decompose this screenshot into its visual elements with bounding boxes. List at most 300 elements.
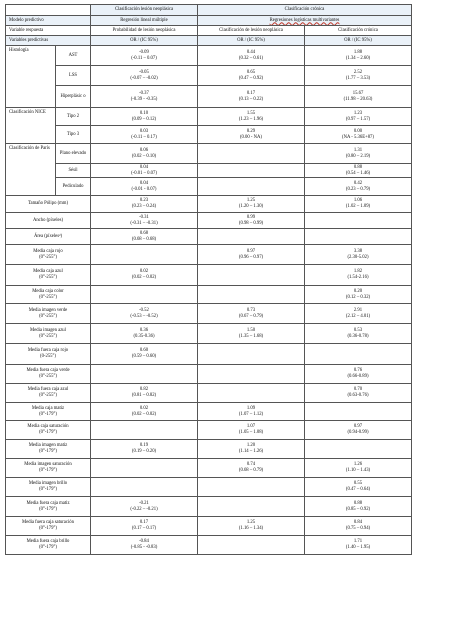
linear-coef-cell-value: -0.52: [139, 307, 149, 313]
neoplasic-or-cell-interval: (0.68 – 0.79): [238, 468, 264, 473]
neoplasic-or-cell: [198, 365, 305, 384]
table-row: [6, 517, 412, 536]
linear-coef-cell-interval: (-0.01 – 0.07): [131, 170, 157, 176]
table-row: [6, 86, 412, 108]
table-row: [6, 478, 412, 497]
neoplasic-or-cell: [198, 66, 305, 86]
table-row: [6, 536, 412, 555]
neoplasic-or-cell-interval: (1.05 – 1.08): [238, 430, 264, 435]
chronic-or-cell-value: 0.42: [353, 180, 363, 186]
neoplasic-or-cell-value: 0.97: [246, 248, 256, 254]
chronic-or-cell: [305, 178, 412, 196]
variable-name: Media fuera caja brillo: [26, 539, 70, 545]
variable-range: (0°-255°): [39, 393, 57, 398]
linear-coef-cell-interval: (-0.07 – -0.02): [130, 75, 158, 81]
header-or-neoplasic: OR / (IC 95%): [198, 36, 305, 46]
table-row: [6, 421, 412, 440]
variable-label: [6, 344, 91, 365]
chronic-or-cell-value: 0.88: [353, 164, 363, 170]
linear-coef-cell: [91, 517, 198, 536]
variable-name: Media fuera caja azul: [27, 387, 69, 393]
chronic-or-cell-interval: (11.98 – 20.63): [343, 96, 373, 102]
chronic-or-cell: [305, 245, 412, 265]
neoplasic-or-cell: [198, 245, 305, 265]
chronic-or-cell-value: 15.67: [352, 90, 364, 96]
variable-range: (0°-255°): [39, 275, 57, 280]
variable-label: [6, 384, 91, 403]
linear-coef-cell: [91, 46, 198, 66]
neoplasic-or-cell-value: 1.25: [246, 520, 256, 526]
linear-coef-cell-interval: (-0.53 – -0.52): [130, 313, 158, 319]
variable-label: [6, 440, 91, 459]
variable-name: Media fuera caja saturación: [22, 520, 74, 526]
chronic-or-cell-interval: (0.85 – 0.92): [345, 506, 371, 512]
variable-label: [6, 497, 91, 517]
table-row: [6, 324, 412, 344]
neoplasic-or-cell: [198, 213, 305, 229]
chronic-or-cell-interval: (0.23 – 0.79): [345, 186, 371, 192]
neoplasic-or-cell-interval: (0.13 – 0.22): [238, 96, 264, 102]
linear-coef-cell-interval: (-0.11 – 0.17): [131, 134, 157, 140]
neoplasic-or-cell-value: 1.50: [246, 327, 256, 333]
variable-label: [6, 536, 91, 555]
variable-label: [6, 365, 91, 384]
linear-coef-cell: [91, 344, 198, 365]
linear-coef-cell: [91, 144, 198, 164]
neoplasic-or-cell-interval: (0.47 – 0.92): [238, 75, 264, 81]
neoplasic-or-cell: [198, 403, 305, 421]
header-empty-cell: [6, 5, 91, 16]
neoplasic-or-cell: [198, 144, 305, 164]
variable-name: Media caja saturación: [27, 424, 69, 430]
header-chronic-classification: Clasificación crónica: [198, 5, 412, 16]
subgroup-label: AST: [56, 46, 91, 66]
linear-coef-cell-value: 0.03: [139, 128, 149, 134]
chronic-or-cell-value: 0.55: [353, 481, 363, 487]
linear-coef-cell: [91, 178, 198, 196]
table-row: [6, 384, 412, 403]
linear-coef-cell-value: -0.05: [139, 69, 149, 75]
variable-range: (0°-255°): [39, 333, 57, 339]
chronic-or-cell-interval: (0.97 – 1.57): [345, 116, 371, 122]
chronic-or-cell-interval: (0.63-0.76): [347, 393, 369, 398]
neoplasic-or-cell-value: 0.44: [246, 49, 256, 55]
neoplasic-or-cell-value: 0.17: [246, 90, 256, 96]
linear-coef-cell-interval: (-0.39 - -0.35): [130, 96, 158, 102]
chronic-or-cell-value: 0.88: [353, 500, 363, 506]
variable-name: Media imagen azul: [30, 327, 66, 333]
linear-coef-cell-value: 0.19: [139, 443, 149, 449]
linear-coef-cell: [91, 196, 198, 213]
linear-coef-cell: [91, 86, 198, 108]
variable-label: [6, 229, 91, 245]
chronic-or-cell-value: 1.71: [353, 539, 363, 545]
group-label: Clasificación NICE: [6, 108, 56, 144]
neoplasic-or-cell-value: 0.65: [246, 69, 256, 75]
chronic-or-cell: [305, 384, 412, 403]
header-row-3: [6, 26, 412, 36]
header-response-chronic: Clasificación crónica: [305, 26, 412, 36]
variable-range: (0°-255°): [39, 254, 57, 260]
chronic-or-cell-interval: (0.66-0.89): [347, 374, 369, 379]
linear-coef-cell: [91, 265, 198, 286]
linear-coef-cell: [91, 440, 198, 459]
table-row: [6, 213, 412, 229]
table-row: [6, 178, 412, 196]
chronic-or-cell: [305, 304, 412, 324]
linear-coef-cell-value: 0.36: [139, 327, 149, 333]
chronic-or-cell-interval: (0.47 – 0.64): [345, 487, 371, 492]
chronic-or-cell-interval: (1.77 – 3.53): [345, 75, 371, 81]
variable-range: (0°-179°): [39, 449, 57, 454]
table-row: [6, 196, 412, 213]
neoplasic-or-cell: [198, 86, 305, 108]
header-row-4: [6, 36, 412, 46]
neoplasic-or-cell-value: 8.29: [246, 128, 256, 134]
neoplasic-or-cell: [198, 164, 305, 178]
chronic-or-cell-value: 0.53: [353, 327, 363, 333]
chronic-or-cell-interval: (1.02 – 1.09): [345, 204, 371, 209]
variable-name: Media caja matiz: [31, 405, 65, 411]
linear-coef-cell-interval: (0.81 – 0.82): [131, 393, 157, 398]
chronic-or-cell: [305, 108, 412, 126]
linear-coef-cell-value: 0.17: [139, 520, 149, 526]
chronic-or-cell: [305, 229, 412, 245]
chronic-or-cell-value: 2.52: [353, 69, 363, 75]
neoplasic-or-cell-value: 1.07: [246, 424, 256, 430]
chronic-or-cell-value: 1.06: [353, 198, 363, 204]
table-row: [6, 66, 412, 86]
linear-coef-cell-interval: (0.35-0.36): [133, 333, 155, 339]
neoplasic-or-cell-interval: (1.07 – 1.12): [238, 411, 264, 417]
linear-coef-cell: [91, 403, 198, 421]
linear-coef-cell-interval: (-0.85 - -0.83): [130, 545, 158, 550]
variable-name: Tamaño Pólipo (mm): [27, 201, 69, 207]
variable-range: (0°-255°): [39, 313, 57, 319]
chronic-or-cell-interval: (1.40 – 1.95): [345, 545, 371, 550]
table-row: [6, 108, 412, 126]
variable-range: (0°-179°): [39, 430, 57, 435]
linear-coef-cell: [91, 245, 198, 265]
neoplasic-or-cell-interval: (1.16 – 1.34): [238, 526, 264, 531]
neoplasic-or-cell-value: 0.73: [246, 307, 256, 313]
linear-coef-cell-value: 0.68: [139, 230, 149, 236]
chronic-or-cell: [305, 196, 412, 213]
linear-coef-cell-value: -0.09: [139, 49, 149, 55]
variable-range: (0°-179°): [39, 506, 57, 512]
table-row: [6, 440, 412, 459]
chronic-or-cell: [305, 144, 412, 164]
chronic-or-cell: [305, 86, 412, 108]
neoplasic-or-cell: [198, 286, 305, 304]
neoplasic-or-cell: [198, 229, 305, 245]
linear-coef-cell: [91, 365, 198, 384]
linear-coef-cell-interval: (0.17 – 0.17): [131, 526, 157, 531]
linear-coef-cell-interval: (0.02 – 0.10): [131, 153, 157, 159]
header-row-1: [6, 5, 412, 16]
linear-coef-cell-interval: (-0.11 – 0.07): [131, 55, 157, 61]
header-logistic-models-text: Regresiones logísticas multivariantes: [269, 17, 340, 23]
variable-name: Media caja rojo: [33, 248, 63, 254]
chronic-or-cell-value: 1.26: [353, 462, 363, 468]
neoplasic-or-cell: [198, 265, 305, 286]
linear-coef-cell: [91, 478, 198, 497]
table-row: [6, 46, 412, 66]
neoplasic-or-cell: [198, 46, 305, 66]
linear-coef-cell-interval: (0.19 – 0.20): [131, 449, 157, 454]
linear-coef-cell: [91, 286, 198, 304]
variable-label: [6, 265, 91, 286]
linear-coef-cell: [91, 421, 198, 440]
variable-label: [6, 245, 91, 265]
linear-coef-cell-interval: (0.68 – 0.68): [131, 236, 157, 242]
chronic-or-cell: [305, 536, 412, 555]
regression-results-table: [5, 4, 412, 555]
header-linear-model: Regresión lineal múltiple: [91, 16, 198, 26]
neoplasic-or-cell-interval: (0.67 – 0.79): [238, 313, 264, 319]
chronic-or-cell: [305, 459, 412, 478]
header-model-label: Modelo predictivo: [6, 16, 91, 26]
variable-label: [6, 517, 91, 536]
table-row: [6, 245, 412, 265]
neoplasic-or-cell-interval: (0.98 – 0.99): [238, 220, 264, 226]
neoplasic-or-cell: [198, 497, 305, 517]
chronic-or-cell-value: 1.23: [353, 110, 363, 116]
chronic-or-cell: [305, 286, 412, 304]
chronic-or-cell: [305, 164, 412, 178]
linear-coef-cell: [91, 459, 198, 478]
chronic-or-cell-interval: (1.10 – 1.43): [345, 468, 371, 473]
variable-range: (0-255°): [40, 354, 56, 359]
table-row: [6, 229, 412, 245]
neoplasic-or-cell: [198, 126, 305, 144]
table-row: [6, 344, 412, 365]
chronic-or-cell-interval: (2.30-5.02): [347, 254, 369, 260]
chronic-or-cell-value: 0.00: [353, 128, 363, 134]
header-logistic-models: [198, 16, 412, 26]
variable-name: Media imagen saturación: [24, 462, 72, 468]
neoplasic-or-cell: [198, 517, 305, 536]
chronic-or-cell-value: 0.76: [353, 368, 363, 374]
linear-coef-cell-interval: (0.09 – 0.12): [131, 116, 157, 122]
variable-name: Media fuera caja rojo: [27, 348, 69, 354]
variable-label: [6, 421, 91, 440]
chronic-or-cell-value: 1.82: [353, 269, 363, 275]
linear-coef-cell: [91, 384, 198, 403]
linear-coef-cell-value: 0.04: [139, 180, 149, 186]
linear-coef-cell-value: -0.21: [139, 500, 149, 506]
linear-coef-cell-value: 0.82: [139, 387, 149, 393]
linear-coef-cell: [91, 108, 198, 126]
variable-name: Media caja color: [32, 288, 64, 294]
table-row: [6, 144, 412, 164]
header-response-label: Variable respuesta: [6, 26, 91, 36]
chronic-or-cell: [305, 365, 412, 384]
subgroup-label: Hiperplásic o: [56, 86, 91, 108]
variable-name: Media fuera caja verde: [26, 368, 70, 374]
neoplasic-or-cell: [198, 536, 305, 555]
chronic-or-cell: [305, 517, 412, 536]
linear-coef-cell-interval: (-0.31 – -0.31): [130, 220, 158, 226]
linear-coef-cell: [91, 229, 198, 245]
linear-coef-cell-value: 0.10: [139, 110, 149, 116]
table-row: [6, 126, 412, 144]
neoplasic-or-cell: [198, 108, 305, 126]
chronic-or-cell-value: 0.97: [353, 424, 363, 430]
linear-coef-cell-value: 0.02: [139, 269, 149, 275]
variable-label: [6, 459, 91, 478]
chronic-or-cell-value: 0.70: [353, 387, 363, 393]
linear-coef-cell: [91, 126, 198, 144]
linear-coef-cell-interval: (0.59 – 0.60): [131, 354, 157, 359]
variable-name: Área (píxeles²): [33, 233, 63, 239]
neoplasic-or-cell-interval: (1.23 – 1.96): [238, 116, 264, 122]
chronic-or-cell: [305, 497, 412, 517]
variable-range: (0°-179°): [39, 526, 57, 531]
variable-label: [6, 324, 91, 344]
chronic-or-cell: [305, 126, 412, 144]
neoplasic-or-cell-value: 1.55: [246, 110, 256, 116]
chronic-or-cell-interval: (0.80 – 2.19): [345, 153, 371, 159]
linear-coef-cell-value: 0.02: [139, 405, 149, 411]
variable-label: [6, 196, 91, 213]
subgroup-label: Sésil: [56, 164, 91, 178]
linear-coef-cell-value: 0.60: [139, 348, 149, 354]
variable-label: [6, 213, 91, 229]
variable-name: Media imagen brillo: [28, 481, 68, 487]
neoplasic-or-cell-interval: (0.00 - NA): [239, 134, 262, 140]
linear-coef-cell: [91, 324, 198, 344]
linear-coef-cell-value: 0.06: [139, 147, 149, 153]
subgroup-label: Plano elevado: [56, 144, 91, 164]
neoplasic-or-cell: [198, 324, 305, 344]
chronic-or-cell-interval: (1.54-2.16): [347, 275, 369, 280]
table-row: [6, 164, 412, 178]
neoplasic-or-cell-value: 1.20: [246, 443, 256, 449]
table-row: [6, 497, 412, 517]
neoplasic-or-cell-interval: (0.96 – 0.97): [238, 254, 264, 260]
results-table-page: [5, 4, 411, 626]
chronic-or-cell-interval: (0.36-0.78): [347, 333, 369, 339]
neoplasic-or-cell: [198, 384, 305, 403]
chronic-or-cell-interval: (0.54 – 1.46): [345, 170, 371, 176]
chronic-or-cell: [305, 66, 412, 86]
chronic-or-cell-interval: (1.34 – 2.60): [345, 55, 371, 61]
header-predictors-label: Variables predictivas: [6, 36, 91, 46]
linear-coef-cell-value: -0.37: [139, 90, 149, 96]
linear-coef-cell-value: -0.31: [139, 214, 149, 220]
table-row: [6, 459, 412, 478]
chronic-or-cell-interval: (0.12 – 0.32): [345, 294, 371, 300]
neoplasic-or-cell-value: 0.99: [246, 214, 256, 220]
subgroup-label: Tipo 2: [56, 108, 91, 126]
neoplasic-or-cell: [198, 459, 305, 478]
linear-coef-cell: [91, 213, 198, 229]
variable-name: Media caja azul: [33, 269, 63, 275]
variable-range: (0°-179°): [39, 545, 57, 550]
variable-label: [6, 286, 91, 304]
variable-label: [6, 403, 91, 421]
header-or-chronic: OR / (IC 95%): [305, 36, 412, 46]
header-response-neoplasic: Clasificación de lesión neoplásica: [198, 26, 305, 36]
chronic-or-cell-interval: (0.94-0.99): [347, 430, 369, 435]
chronic-or-cell-value: 2.91: [353, 307, 363, 313]
chronic-or-cell-interval: (2.12 – 4.01): [345, 313, 371, 319]
neoplasic-or-cell-interval: (1.35 – 1.68): [238, 333, 264, 339]
neoplasic-or-cell-value: 1.09: [246, 405, 256, 411]
linear-coef-cell-value: 0.23: [139, 198, 149, 204]
variable-name: Ancho (píxeles): [32, 217, 64, 223]
linear-coef-cell: [91, 164, 198, 178]
chronic-or-cell-value: 0.20: [353, 288, 363, 294]
chronic-or-cell: [305, 478, 412, 497]
subgroup-label: Tipo 3: [56, 126, 91, 144]
chronic-or-cell-value: 0.84: [353, 520, 363, 526]
linear-coef-cell-interval: (0.23 – 0.24): [131, 204, 157, 209]
table-row: [6, 304, 412, 324]
neoplasic-or-cell-interval: (1.20 – 1.30): [238, 204, 264, 209]
group-label: Clasificación de París: [6, 144, 56, 196]
linear-coef-cell: [91, 66, 198, 86]
table-row: [6, 265, 412, 286]
neoplasic-or-cell: [198, 440, 305, 459]
group-label: Histología: [6, 46, 56, 108]
chronic-or-cell: [305, 440, 412, 459]
chronic-or-cell-interval: (0.75 – 0.94): [345, 526, 371, 531]
subgroup-label: Pediculado: [56, 178, 91, 196]
chronic-or-cell: [305, 344, 412, 365]
variable-range: (0°-255°): [39, 294, 57, 300]
linear-coef-cell: [91, 497, 198, 517]
chronic-or-cell: [305, 324, 412, 344]
linear-coef-cell-interval: (0.02 – 0.02): [131, 411, 157, 417]
variable-range: (0°-255°): [39, 374, 57, 379]
linear-coef-cell-value: 0.04: [139, 164, 149, 170]
linear-coef-cell-interval: (-0.22 – -0.21): [130, 506, 158, 512]
variable-range: (0°-179°): [39, 468, 57, 473]
linear-coef-cell-interval: (-0.01 - 0.07): [131, 186, 157, 192]
linear-coef-cell-value: -0.84: [139, 539, 149, 545]
neoplasic-or-cell-interval: (1.14 – 1.26): [238, 449, 264, 454]
chronic-or-cell-value: 1.31: [353, 147, 363, 153]
variable-label: [6, 304, 91, 324]
linear-coef-cell: [91, 536, 198, 555]
linear-coef-cell: [91, 304, 198, 324]
neoplasic-or-cell: [198, 178, 305, 196]
chronic-or-cell-interval: (NA - 5.36E+87): [342, 134, 374, 140]
subgroup-label: LSS: [56, 66, 91, 86]
neoplasic-or-cell-value: 0.74: [246, 462, 256, 468]
variable-name: Media imagen matiz: [28, 443, 68, 449]
neoplasic-or-cell: [198, 421, 305, 440]
header-or-linear: OR / (IC 95%): [91, 36, 198, 46]
chronic-or-cell: [305, 421, 412, 440]
chronic-or-cell-value: 1.88: [353, 49, 363, 55]
header-neoplasic-classification: Clasificación lesión neoplásica: [91, 5, 198, 16]
neoplasic-or-cell: [198, 304, 305, 324]
neoplasic-or-cell: [198, 478, 305, 497]
variable-range: (0°-179°): [39, 411, 57, 417]
variable-name: Media fuera caja matiz: [26, 500, 70, 506]
variable-name: Media imagen verde: [28, 307, 68, 313]
variable-range: (0°-179°): [39, 487, 57, 492]
neoplasic-or-cell: [198, 344, 305, 365]
linear-coef-cell-interval: (0.02 – 0.02): [131, 275, 157, 280]
table-row: [6, 365, 412, 384]
chronic-or-cell: [305, 265, 412, 286]
table-row: [6, 403, 412, 421]
neoplasic-or-cell: [198, 196, 305, 213]
